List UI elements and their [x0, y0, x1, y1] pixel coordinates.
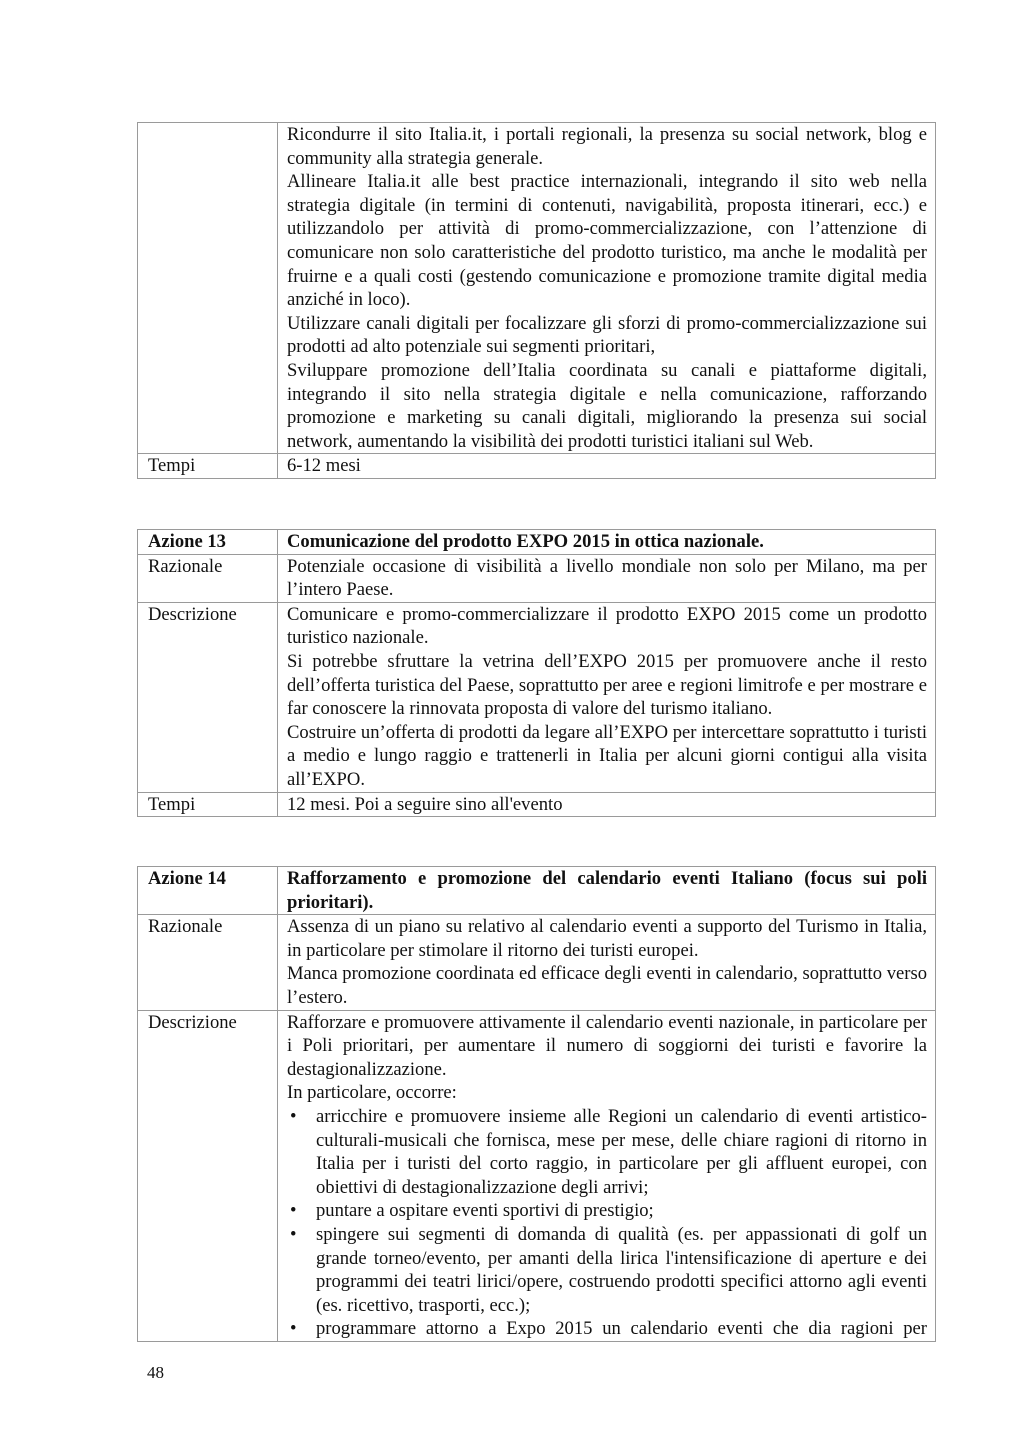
page-number: 48 — [147, 1363, 164, 1382]
list-item: • puntare a ospitare eventi sportivi di prestigio; — [287, 1199, 927, 1223]
descrizione-label: Descrizione — [138, 602, 278, 792]
list-item: • spingere sui segmenti di domanda di qualità (es. per appassionati di golf un grande torneo/evento, per amanti della lirica l'intensificazione di aperture e dei programmi dei teatri lirici/opere, costruendo prodotti specifici attorno agli eventi (es. ricettivo, trasporti, ecc.); — [287, 1223, 927, 1317]
razionale-label: Razionale — [138, 554, 278, 602]
razionale-text: Potenziale occasione di visibilità a livello mondiale non solo per Milano, ma per l’intero Paese. — [278, 554, 936, 602]
table-azione-14 — [137, 866, 936, 1342]
paragraph: Sviluppare promozione dell’Italia coordinata su canali e piattaforme digitali, integrando il sito nella strategia digitale e nella comunicazione, rafforzando promozione e marketing su canali digitali, migliorando la presenza sui social network, aumentando la visibilità dei prodotti turistici italiani sul Web. — [287, 359, 927, 452]
tempi-label: Tempi — [138, 454, 278, 479]
descrizione-cell — [278, 602, 936, 792]
action-title: Rafforzamento e promozione del calendario eventi Italiano (focus sui poli prioritari). — [278, 867, 936, 915]
table-azione-13 — [137, 529, 936, 817]
row-descrizione — [138, 602, 936, 792]
action-label: Azione 13 — [138, 530, 278, 555]
table-continued — [137, 122, 936, 479]
row-tempi — [138, 792, 936, 817]
tempi-value: 6-12 mesi — [278, 454, 936, 479]
descrizione-cell — [278, 1010, 936, 1341]
row-header — [138, 867, 936, 915]
tempi-label: Tempi — [138, 792, 278, 817]
row-tempi — [138, 454, 936, 479]
list-item: • programmare attorno a Expo 2015 un calendario eventi che dia ragioni per — [287, 1317, 927, 1341]
paragraph: Costruire un’offerta di prodotti da legare all’EXPO per intercettare soprattutto i turisti a medio e lungo raggio e trattenerli in Italia per alcuni giorni contigui alla visita all’EXPO. — [287, 721, 927, 790]
tempi-value: 12 mesi. Poi a seguire sino all'evento — [278, 792, 936, 817]
row-continued-description — [138, 123, 936, 454]
row-header — [138, 530, 936, 555]
descrizione-label: Descrizione — [138, 1010, 278, 1341]
paragraph: Si potrebbe sfruttare la vetrina dell’EXPO 2015 per promuovere anche il resto dell’offerta turistica del Paese, soprattutto per aree e regioni limitrofe e per mostrare e far conoscere la rinnovata proposta di valore del turismo italiano. — [287, 650, 927, 720]
razionale-label: Razionale — [138, 915, 278, 1010]
paragraph: Comunicare e promo-commercializzare il prodotto EXPO 2015 come un prodotto turistico nazionale. — [287, 603, 927, 649]
bullet-list — [287, 1105, 927, 1341]
paragraph: Rafforzare e promuovere attivamente il calendario eventi nazionale, in particolare per i Poli prioritari, per aumentare il numero di soggiorni dei turisti e favorire la destagionalizzazione. — [287, 1011, 927, 1080]
row-razionale — [138, 554, 936, 602]
row-razionale — [138, 915, 936, 1010]
list-item: • arricchire e promuovere insieme alle Regioni un calendario di eventi artistico-culturali-musicali che fornisca, mese per mese, delle chiare ragioni di ritorno in Italia per i turisti del corto raggio, in particolare per gli affluent europei, con obiettivi di destagionalizzazione degli arrivi; — [287, 1105, 927, 1199]
paragraph: Assenza di un piano su relativo al calendario eventi a supporto del Turismo in Italia, in particolare per stimolare il ritorno dei turisti europei. — [287, 916, 927, 961]
paragraph: In particolare, occorre: — [287, 1082, 457, 1104]
paragraph: Utilizzare canali digitali per focalizzare gli sforzi di promo-commercializzazione sui prodotti ad alto potenziale sui segmenti prioritari, — [287, 312, 927, 358]
paragraph: Manca promozione coordinata ed efficace degli eventi in calendario, soprattutto verso l’estero. — [287, 963, 927, 1008]
action-label: Azione 14 — [138, 867, 278, 915]
razionale-cell — [278, 915, 936, 1010]
row-descrizione — [138, 1010, 936, 1341]
paragraph: Ricondurre il sito Italia.it, i portali regionali, la presenza su social network, blog e community alla strategia generale. — [287, 124, 927, 169]
paragraph: Allineare Italia.it alle best practice internazionali, integrando il sito web nella strategia digitale (in termini di contenuti, navigabilità, proposta itinerari, ecc.) e utilizzandolo per attività di promo-commercializzazione, con l’attenzione di comunicare non solo caratteristiche del prodotto turistico, ma anche le modalità per fruirne e a quali costi (gestendo comunicazione e promozione tramite digital media anziché in loco). — [287, 171, 927, 311]
empty-label-cell — [138, 123, 278, 454]
continued-description-cell — [278, 123, 936, 454]
action-title: Comunicazione del prodotto EXPO 2015 in ottica nazionale. — [278, 530, 936, 555]
